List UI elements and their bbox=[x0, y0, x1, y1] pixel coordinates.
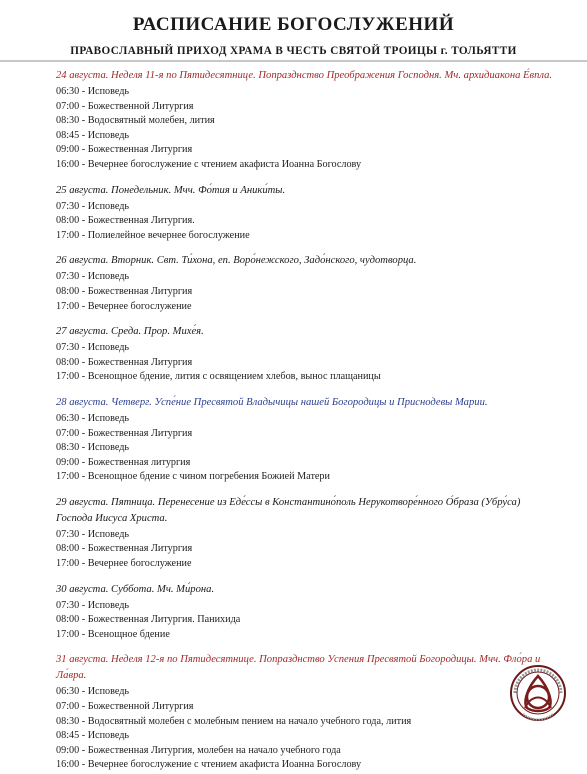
service-item: 16:00 - Вечернее богослужение с чтением акафиста Иоанна Богослову bbox=[56, 759, 362, 771]
day-heading: 30 августа. Суббота. Мч. Ми́рона. bbox=[56, 583, 215, 595]
service-item: 08:30 - Исповедь bbox=[56, 442, 130, 454]
trinity-knot-emblem-icon bbox=[509, 664, 567, 722]
service-item: 17:00 - Вечернее богослужение bbox=[56, 558, 192, 570]
service-item: 17:00 - Всенощное бдение, лития с освящением хлебов, вынос плащаницы bbox=[56, 371, 381, 383]
day-heading: 29 августа. Пятница. Перенесение из Еде́ссы в Константино́поль Нерукотворе́нного О́браза (Убру́са) Господа Иисуса Христа. bbox=[56, 496, 521, 524]
service-item: 08:00 - Божественная Литургия. Панихида bbox=[56, 614, 241, 626]
day-block bbox=[56, 324, 559, 385]
service-item: 07:30 - Исповедь bbox=[56, 528, 130, 540]
service-item: 08:00 - Божественная Литургия bbox=[56, 285, 193, 297]
day-block bbox=[56, 495, 559, 572]
day-block bbox=[56, 582, 559, 643]
service-item: 17:00 - Всенощное бдение с чином погребения Божией Матери bbox=[56, 471, 330, 483]
day-block bbox=[56, 183, 559, 244]
day-heading: 31 августа. Неделя 12-я по Пятидесятнице. Попразднство Успения Пресвятой Богородицы. Мчч. Фло́ра и Ла́вра. bbox=[56, 654, 541, 682]
service-item: 08:45 - Исповедь bbox=[56, 129, 130, 141]
service-item: 08:30 - Водосвятный молебен, лития bbox=[56, 115, 215, 127]
day-block bbox=[56, 652, 559, 773]
schedule-list bbox=[0, 62, 587, 773]
service-item: 08:30 - Водосвятный молебен с молебным пением на начало учебного года, лития bbox=[56, 715, 412, 727]
service-item: 09:00 - Божественная Литургия bbox=[56, 144, 193, 156]
service-item: 08:45 - Исповедь bbox=[56, 730, 130, 742]
day-heading: 28 августа. Четверг. Успе́ние Пресвятой Владычицы нашей Богородицы и Приснодевы Марии. bbox=[56, 396, 488, 408]
day-block bbox=[56, 68, 559, 173]
service-item: 06:30 - Исповедь bbox=[56, 412, 130, 424]
day-block bbox=[56, 395, 559, 485]
page-title: РАСПИСАНИЕ БОГОСЛУЖЕНИЙ bbox=[132, 14, 455, 35]
service-item: 07:30 - Исповедь bbox=[56, 599, 130, 611]
service-item: 07:00 - Божественная Литургия bbox=[56, 427, 193, 439]
day-heading: 26 августа. Вторник. Свт. Ти́хона, еп. Воро́нежского, Задо́нского, чудотворца. bbox=[56, 255, 417, 267]
page-subtitle: ПРАВОСЛАВНЫЙ ПРИХОД ХРАМА В ЧЕСТЬ СВЯТОЙ ТРОИЦЫ г. ТОЛЬЯТТИ bbox=[70, 45, 517, 57]
service-item: 17:00 - Полиелейное вечернее богослужение bbox=[56, 229, 250, 241]
service-item: 07:30 - Исповедь bbox=[56, 200, 130, 212]
day-heading: 27 августа. Среда. Прор. Михе́я. bbox=[56, 326, 204, 338]
service-item: 06:30 - Исповедь bbox=[56, 686, 130, 698]
service-item: 07:00 - Божественной Литургия bbox=[56, 100, 194, 112]
service-item: 08:00 - Божественная Литургия bbox=[56, 543, 193, 555]
service-item: 06:30 - Исповедь bbox=[56, 86, 130, 97]
day-heading: 25 августа. Понедельник. Мчч. Фо́тия и Аники́ты. bbox=[56, 184, 286, 196]
day-block bbox=[56, 253, 559, 314]
page-header bbox=[0, 14, 587, 58]
service-item: 17:00 - Всенощное бдение bbox=[56, 628, 170, 640]
service-item: 08:00 - Божественная Литургия bbox=[56, 356, 193, 368]
service-item: 08:00 - Божественная Литургия. bbox=[56, 215, 195, 227]
service-item: 17:00 - Вечернее богослужение bbox=[56, 300, 192, 312]
day-heading: 24 августа. Неделя 11-я по Пятидесятнице. Попразднство Преображения Господня. Мч. архидиакона Е́впла. bbox=[56, 70, 553, 81]
service-item: 07:30 - Исповедь bbox=[56, 271, 130, 283]
service-item: 07:30 - Исповедь bbox=[56, 342, 130, 354]
service-item: 07:00 - Божественной Литургия bbox=[56, 701, 194, 713]
service-item: 16:00 - Вечернее богослужение с чтением акафиста Иоанна Богослову bbox=[56, 158, 362, 170]
service-item: 09:00 - Божественная литургия bbox=[56, 456, 191, 468]
service-item: 09:00 - Божественная Литургия, молебен на начало учебного года bbox=[56, 744, 341, 756]
